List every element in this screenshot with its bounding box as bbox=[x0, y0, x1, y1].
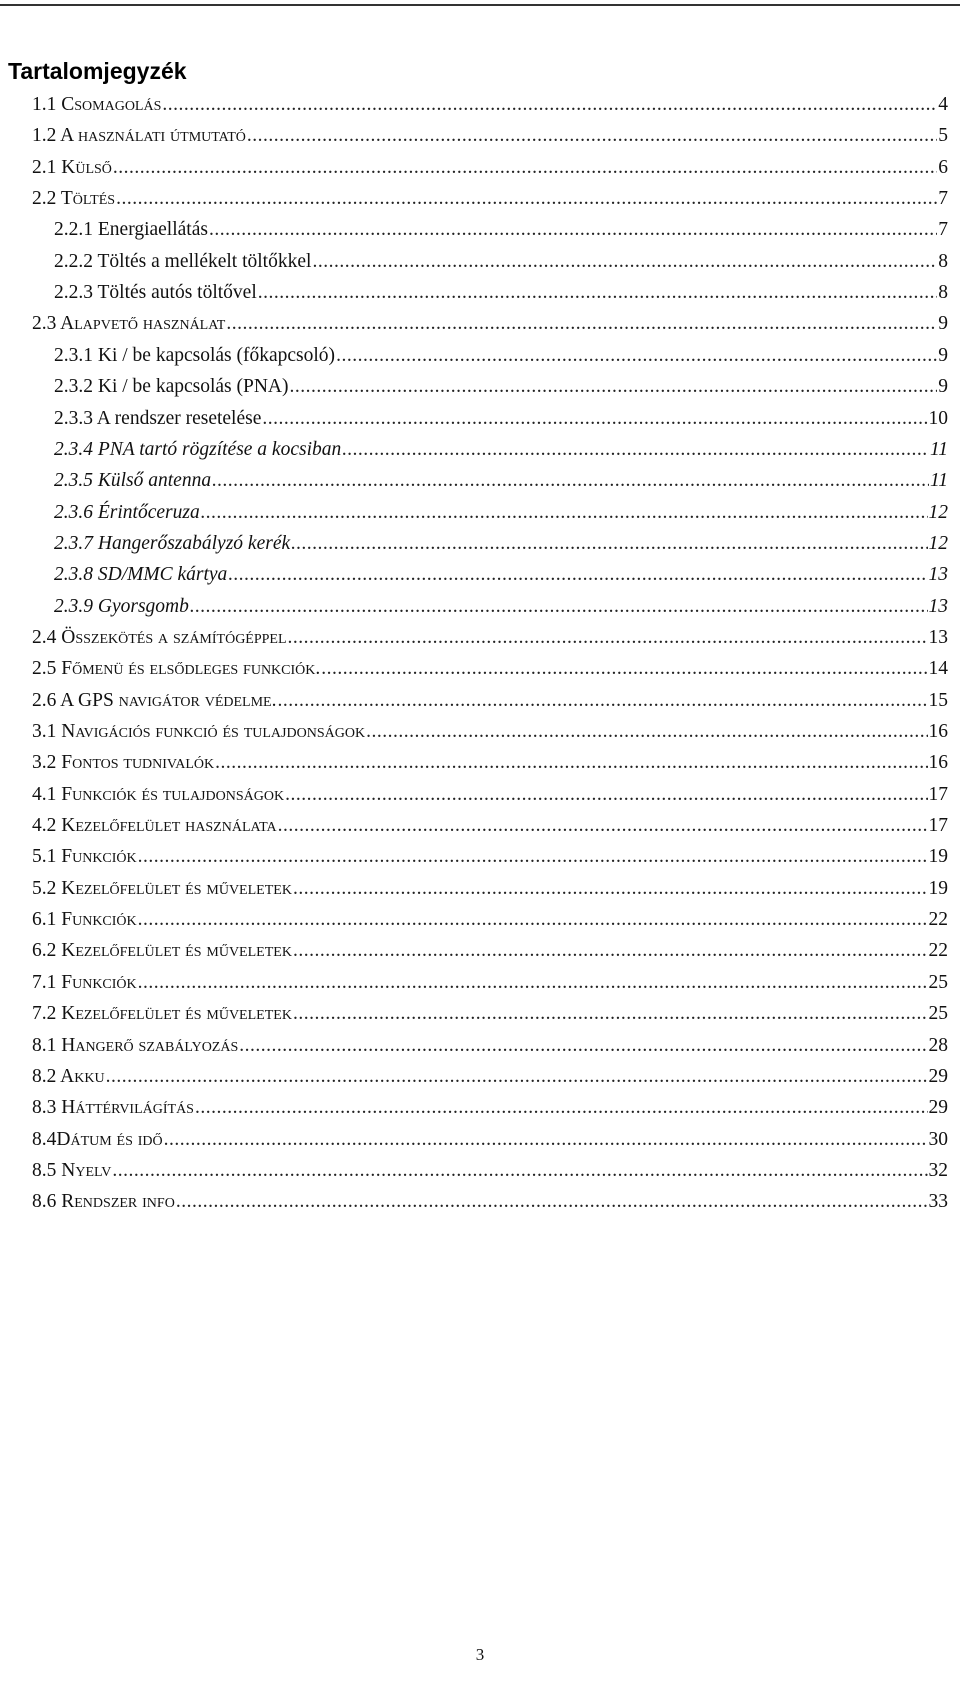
toc-entry-page: 13 bbox=[928, 564, 948, 586]
toc-leader-dots bbox=[293, 878, 928, 900]
toc-leader-dots bbox=[366, 721, 927, 743]
toc-entry-label: 2.3.3 A rendszer resetelése bbox=[54, 407, 262, 429]
toc-leader-dots bbox=[195, 1097, 928, 1119]
toc-leader-dots bbox=[176, 1191, 928, 1213]
toc-entry-page: 9 bbox=[938, 344, 948, 366]
toc-entry-label: 2.3.2 Ki / be kapcsolás (PNA) bbox=[54, 376, 289, 398]
toc-leader-dots bbox=[312, 251, 937, 273]
toc-entry-page: 4 bbox=[938, 94, 948, 115]
toc-entry[interactable] bbox=[32, 940, 948, 966]
toc-entry-label: 2.3.1 Ki / be kapcsolás (főkapcsoló) bbox=[54, 344, 336, 366]
toc-entry-page: 8 bbox=[938, 250, 948, 272]
toc-entry-page: 13 bbox=[928, 595, 948, 617]
toc-entry-page: 19 bbox=[928, 877, 948, 899]
toc-entry[interactable] bbox=[54, 564, 948, 590]
toc-entry[interactable] bbox=[32, 972, 948, 998]
toc-leader-dots bbox=[278, 815, 928, 837]
toc-leader-dots bbox=[138, 846, 928, 868]
toc-entry[interactable] bbox=[32, 125, 948, 151]
toc-leader-dots bbox=[247, 125, 937, 147]
toc-entry[interactable] bbox=[32, 1003, 948, 1029]
toc-entry-page: 17 bbox=[928, 783, 948, 805]
toc-leader-dots bbox=[138, 909, 928, 931]
toc-entry-label: 7.1 Funkciók bbox=[32, 971, 137, 993]
toc-leader-dots bbox=[291, 533, 927, 555]
toc-entry-page: 13 bbox=[928, 626, 948, 648]
toc-entry-page: 5 bbox=[938, 125, 948, 147]
toc-entry-label: 2.3.7 Hangerőszabályzó kerék bbox=[54, 532, 291, 554]
toc-leader-dots bbox=[342, 439, 929, 461]
toc-entry[interactable] bbox=[32, 752, 948, 778]
toc-leader-dots bbox=[226, 313, 937, 335]
toc-entry[interactable] bbox=[32, 1035, 948, 1061]
toc-entry-label: 2.5 Főmenü és elsődleges funkciók. bbox=[32, 658, 321, 680]
toc-entry[interactable] bbox=[32, 815, 948, 841]
toc-entry-page: 11 bbox=[929, 438, 948, 460]
toc-entry-label: 2.3.4 PNA tartó rögzítése a kocsiban bbox=[54, 438, 342, 460]
toc-entry[interactable] bbox=[32, 1066, 948, 1092]
toc-entry-page: 10 bbox=[928, 407, 948, 429]
toc-entry-page: 25 bbox=[928, 1003, 948, 1025]
toc-entry[interactable] bbox=[32, 627, 948, 653]
toc-entry-label: 2.3.8 SD/MMC kártya bbox=[54, 564, 228, 586]
toc-entry-page: 29 bbox=[928, 1097, 948, 1119]
toc-entry-label: 2.2.3 Töltés autós töltővel bbox=[54, 282, 257, 304]
toc-entry-page: 8 bbox=[938, 282, 948, 304]
toc-entry-label: 2.3.9 Gyorsgomb bbox=[54, 595, 189, 617]
toc-entry-page: 9 bbox=[938, 376, 948, 398]
toc-entry-label: 8.2 Akku bbox=[32, 1065, 105, 1087]
toc-entry-page: 22 bbox=[928, 909, 948, 931]
toc-entry-page: 30 bbox=[928, 1128, 948, 1150]
toc-leader-dots bbox=[201, 502, 928, 524]
toc-leader-dots bbox=[209, 219, 937, 241]
toc-entry-label: 2.3.5 Külső antenna bbox=[54, 470, 212, 492]
toc-entry[interactable] bbox=[32, 690, 948, 716]
toc-entry[interactable] bbox=[32, 188, 948, 214]
toc-entry-label: 8.3 Háttérvilágítás bbox=[32, 1097, 194, 1119]
toc-entry[interactable] bbox=[32, 1191, 948, 1217]
toc-leader-dots bbox=[262, 408, 927, 430]
toc-entry[interactable] bbox=[54, 219, 948, 245]
toc-entry-label: 2.6 A GPS navigátor védelme. bbox=[32, 689, 277, 711]
toc-leader-dots bbox=[112, 1160, 927, 1182]
toc-entry-page: 9 bbox=[938, 313, 948, 335]
toc-entry-label: 4.2 Kezelőfelület használata bbox=[32, 815, 277, 837]
toc-leader-dots bbox=[293, 940, 928, 962]
toc-entry-page: 12 bbox=[928, 532, 948, 554]
toc-entry-page: 6 bbox=[938, 156, 948, 178]
toc-entry-label: 2.1 Külső bbox=[32, 156, 112, 178]
toc-entry[interactable] bbox=[54, 596, 948, 622]
page-number: 3 bbox=[475, 1645, 485, 1664]
toc-entry-page: 22 bbox=[928, 940, 948, 962]
toc-entry-page: 7 bbox=[938, 188, 948, 210]
toc-leader-dots bbox=[278, 690, 928, 712]
toc-entry[interactable] bbox=[54, 533, 948, 559]
toc-entry-label: 1.2 A használati útmutató bbox=[32, 125, 246, 147]
toc-entry-label: 4.1 Funkciók és tulajdonságok bbox=[32, 783, 285, 805]
toc-leader-dots bbox=[106, 1066, 928, 1088]
toc-entry[interactable] bbox=[32, 94, 948, 120]
toc-leader-dots bbox=[190, 596, 928, 618]
toc-leader-dots bbox=[228, 564, 927, 586]
toc-leader-dots bbox=[215, 752, 927, 774]
toc-leader-dots bbox=[288, 627, 928, 649]
toc-entry-page: 16 bbox=[928, 721, 948, 742]
toc-entry[interactable] bbox=[32, 721, 948, 747]
toc-leader-dots bbox=[336, 345, 937, 367]
toc-entry-page: 19 bbox=[928, 846, 948, 868]
toc-entry-page: 32 bbox=[928, 1159, 948, 1181]
toc-entry-page: 29 bbox=[928, 1065, 948, 1087]
toc-entry-label: 3.1 Navigációs funkció és tulajdonságok bbox=[32, 721, 366, 742]
toc-entry[interactable] bbox=[32, 784, 948, 810]
toc-entry[interactable] bbox=[32, 1097, 948, 1123]
toc-entry-label: 1.1 Csomagolás bbox=[32, 94, 162, 115]
toc-entry-page: 7 bbox=[938, 219, 948, 241]
toc-entry-label: 8.5 Nyelv bbox=[32, 1159, 112, 1181]
toc-entry[interactable] bbox=[54, 282, 948, 308]
top-rule bbox=[0, 4, 960, 6]
toc-entry-label: 3.2 Fontos tudnivalók bbox=[32, 752, 215, 774]
toc-entry-page: 33 bbox=[928, 1191, 948, 1213]
toc-entry-page: 28 bbox=[928, 1034, 948, 1056]
toc-leader-dots bbox=[258, 282, 937, 304]
toc-entry-label: 8.1 Hangerő szabályozás bbox=[32, 1034, 239, 1056]
toc-entry-page: 25 bbox=[928, 971, 948, 993]
toc-entry[interactable] bbox=[32, 878, 948, 904]
toc-leader-dots bbox=[138, 972, 928, 994]
toc-entry-label: 2.3 Alapvető használat bbox=[32, 313, 226, 335]
toc-entry[interactable] bbox=[32, 1160, 948, 1186]
toc-entry-page: 12 bbox=[928, 501, 948, 523]
toc-leader-dots bbox=[290, 376, 938, 398]
toc-entry-label: 8.6 Rendszer info bbox=[32, 1191, 175, 1213]
toc-entry-page: 11 bbox=[929, 470, 948, 492]
toc-entry[interactable] bbox=[32, 1129, 948, 1155]
toc-entry-label: 2.2.1 Energiaellátás bbox=[54, 219, 208, 241]
toc-entry[interactable] bbox=[32, 909, 948, 935]
toc-entry-label: 6.2 Kezelőfelület és műveletek bbox=[32, 940, 292, 962]
toc-entry-label: 2.4 Összekötés a számítógéppel bbox=[32, 626, 287, 648]
toc-entry[interactable] bbox=[32, 846, 948, 872]
toc-entry[interactable] bbox=[54, 345, 948, 371]
toc-entry-label: 2.3.6 Érintőceruza bbox=[54, 501, 200, 523]
toc-leader-dots bbox=[164, 1129, 928, 1151]
toc-entry-label: 7.2 Kezelőfelület és műveletek bbox=[32, 1003, 292, 1025]
toc-leader-dots bbox=[212, 470, 929, 492]
toc-entry[interactable] bbox=[32, 658, 948, 684]
toc-entry[interactable] bbox=[54, 439, 948, 465]
toc-leader-dots bbox=[293, 1003, 928, 1025]
toc-entry[interactable] bbox=[54, 470, 948, 496]
toc-entry-label: 2.2.2 Töltés a mellékelt töltőkkel bbox=[54, 250, 312, 272]
toc-entry-label: 5.2 Kezelőfelület és műveletek bbox=[32, 877, 292, 899]
toc-entry-label: 5.1 Funkciók bbox=[32, 846, 137, 868]
toc-entry[interactable] bbox=[54, 376, 948, 402]
toc-entry-page: 17 bbox=[928, 815, 948, 837]
toc-entry-page: 15 bbox=[928, 689, 948, 711]
toc-entry[interactable] bbox=[32, 313, 948, 339]
toc-entry-label: 6.1 Funkciók bbox=[32, 909, 137, 931]
toc-entry[interactable] bbox=[54, 251, 948, 277]
toc-entry-label: 2.2 Töltés bbox=[32, 188, 116, 210]
toc-leader-dots bbox=[321, 658, 927, 680]
toc-entry-label: 8.4Dátum és idő bbox=[32, 1128, 163, 1150]
toc-leader-dots bbox=[113, 157, 937, 179]
toc-leader-dots bbox=[239, 1035, 927, 1057]
toc-title: Tartalomjegyzék bbox=[8, 58, 187, 84]
toc-leader-dots bbox=[162, 94, 937, 116]
toc-entry-page: 16 bbox=[928, 752, 948, 774]
toc-leader-dots bbox=[285, 784, 927, 806]
toc-entry[interactable] bbox=[54, 502, 948, 528]
toc-leader-dots bbox=[116, 188, 937, 210]
toc-entry[interactable] bbox=[32, 157, 948, 183]
toc-entry[interactable] bbox=[54, 408, 948, 434]
toc-entry-page: 14 bbox=[928, 658, 948, 680]
